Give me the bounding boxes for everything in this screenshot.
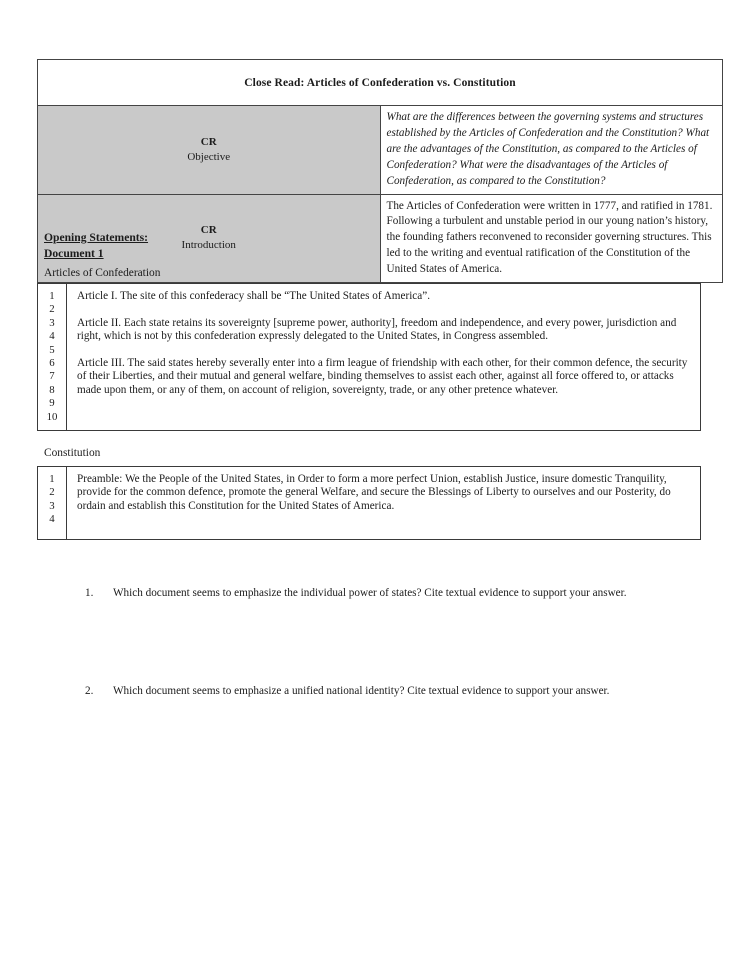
line-number: 1 (49, 473, 55, 485)
line-number: 6 (49, 356, 55, 369)
line-number: 10 (46, 410, 58, 423)
passage-paragraph: Article II. Each state retains its sovereignty [supreme power, authority], freedom and independence, and every power, jurisdiction and right, which is not by this confederation expressly delegated to the United States, in Congress assembled. (77, 316, 677, 343)
passage-paragraph: Preamble: We the People of the United States, in Order to form a more perfect Union, establish Justice, insure domestic Tranquility, provide for the common defence, promote the general Welfare, and secure the Blessings of Liberty to ourselves and our Posterity, do ordain and establish this Constitution for the United States of America. (77, 473, 671, 512)
constitution-passage-text (67, 467, 700, 539)
introduction-label-sub: Introduction (181, 239, 236, 252)
passage-paragraph: Article III. The said states hereby severally enter into a firm league of friendship with each other, for their common defence, the security of their Liberties, and their mutual and general welfare, binding themselves to assist each other, against all force offered to, or attacks made upon them, or any of them, on account of religion, sovereignty, trade, or any other pretence whatever. (77, 357, 688, 396)
info-table-title-row (38, 60, 723, 106)
articles-line-number-column (38, 284, 67, 430)
question-text: Which document seems to emphasize a unified national identity? Cite textual evidence to support your answer. (113, 685, 610, 697)
line-number: 9 (49, 397, 55, 410)
constitution-passage-box (37, 466, 701, 540)
line-number: 3 (49, 316, 55, 329)
passage-paragraph-spacer (77, 344, 690, 357)
question-number: 1. (85, 587, 94, 599)
constitution-caption: Constitution (44, 447, 101, 459)
line-number: 2 (49, 303, 55, 316)
page-title: Close Read: Articles of Confederation vs. Constitution (38, 60, 723, 106)
articles-of-confederation-caption: Articles of Confederation (44, 266, 161, 279)
line-number: 4 (49, 330, 55, 343)
articles-passage-box (37, 283, 701, 431)
line-number: 4 (49, 513, 55, 526)
line-number: 1 (49, 290, 55, 302)
objective-text: What are the differences between the governing systems and structures established by the Articles of Confederation and the Constitution? What are the advantages of the Constitution, as compared to the Articles of Confederation? What were the disadvantages of the Articles of Confederation, as compared to the Constitution? (380, 106, 723, 195)
info-table-objective-row (38, 106, 723, 195)
question-text: Which document seems to emphasize the individual power of states? Cite textual evidence to support your answer. (113, 587, 627, 599)
passage-paragraph: Article I. The site of this confederacy shall be “The United States of America”. (77, 290, 431, 302)
line-number: 7 (49, 370, 55, 383)
articles-passage-text (67, 284, 700, 430)
question-item (85, 586, 705, 602)
line-number: 2 (49, 486, 55, 499)
introduction-label-abbr: CR (200, 224, 217, 237)
objective-label-cell (38, 106, 381, 195)
document-1-heading: Document 1 (44, 247, 104, 261)
objective-label-sub: Objective (187, 150, 231, 163)
question-number: 2. (85, 685, 94, 697)
line-number: 8 (49, 383, 55, 396)
introduction-text: The Articles of Confederation were written in 1777, and ratified in 1781. Following a turbulent and unstable period in our young nation’s history, the founding fathers reconvened to reconsider governing structures. This led to the writing and eventual ratification of the Constitution of the United States of America. (380, 194, 723, 283)
line-number: 5 (49, 343, 55, 356)
objective-label-abbr: CR (200, 135, 217, 148)
constitution-line-number-column (38, 467, 67, 539)
opening-statements-block (44, 230, 444, 281)
passage-paragraph-spacer (77, 303, 690, 316)
line-number: 3 (49, 499, 55, 512)
opening-statements-heading: Opening Statements: (44, 231, 149, 244)
question-item (85, 684, 705, 700)
